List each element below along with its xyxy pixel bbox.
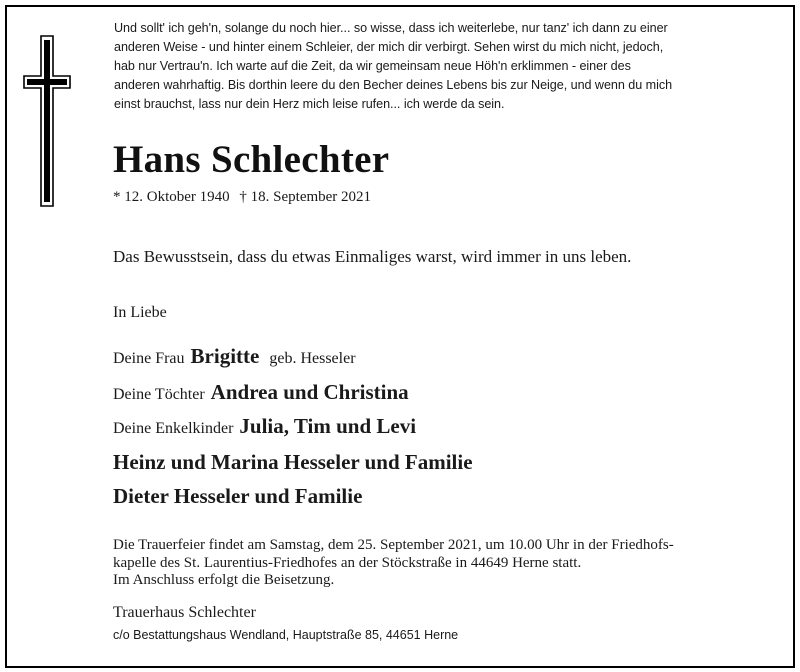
- funeral-notice: [113, 537, 773, 590]
- notice-line: Im Anschluss erfolgt die Beisetzung.: [113, 572, 335, 588]
- family-dieter: Dieter Hesseler und Familie: [113, 484, 363, 508]
- wife-name: Brigitte: [190, 344, 260, 368]
- family-heinz: Heinz und Marina Hesseler und Familie: [113, 450, 473, 474]
- daughters-label: Deine Töchter: [113, 386, 205, 403]
- birth-date: * 12. Oktober 1940: [113, 189, 230, 205]
- daughters-line: [113, 380, 419, 405]
- funeral-home-address: c/o Bestattungshaus Wendland, Hauptstraße 85, 44651 Herne: [113, 628, 459, 642]
- grandchildren-line: [113, 414, 426, 439]
- daughters-names: Andrea und Christina: [210, 380, 409, 404]
- poem-line: anderen Weise - und hinter einem Schleier, der mich dir verbirgt. Sehen wirst du mich nicht, jedoch,: [114, 40, 664, 54]
- in-love-label: In Liebe: [113, 304, 167, 321]
- wife-line: [113, 344, 356, 369]
- poem: [114, 19, 764, 114]
- poem-line: einst brauchst, lass nur dein Herz mich leise rufen... ich werde da sein.: [114, 97, 505, 111]
- notice-line: Die Trauerfeier findet am Samstag, dem 25. September 2021, um 10.00 Uhr in der Friedhofs-: [113, 537, 674, 553]
- funeral-home-title: Trauerhaus Schlechter: [113, 604, 256, 621]
- cross-icon: [23, 35, 71, 207]
- poem-line: Und sollt' ich geh'n, solange du noch hier... so wisse, dass ich weiterlebe, nur tanz' ich dann zu einer: [114, 21, 668, 35]
- wife-label: Deine Frau: [113, 350, 185, 367]
- life-dates: [113, 189, 377, 206]
- death-date: † 18. September 2021: [239, 189, 372, 205]
- memorial-quote: Das Bewusstsein, dass du etwas Einmaliges warst, wird immer in uns leben.: [113, 247, 632, 266]
- deceased-name: Hans Schlechter: [113, 138, 390, 181]
- notice-line: kapelle des St. Laurentius-Friedhofes an der Stöckstraße in 44649 Herne statt.: [113, 554, 582, 571]
- grandchildren-label: Deine Enkelkinder: [113, 420, 234, 437]
- poem-line: hab nur Vertrau'n. Ich warte auf die Zeit, da wir gemeinsam neue Höh'n erklimmen - einer des: [114, 59, 631, 73]
- poem-line: anderen wahrhaftig. Bis dorthin leere du den Becher deines Lebens bis zur Neige, und wenn du mich: [114, 78, 673, 92]
- grandchildren-names: Julia, Tim und Levi: [239, 414, 417, 438]
- wife-maiden-name: geb. Hesseler: [269, 350, 356, 367]
